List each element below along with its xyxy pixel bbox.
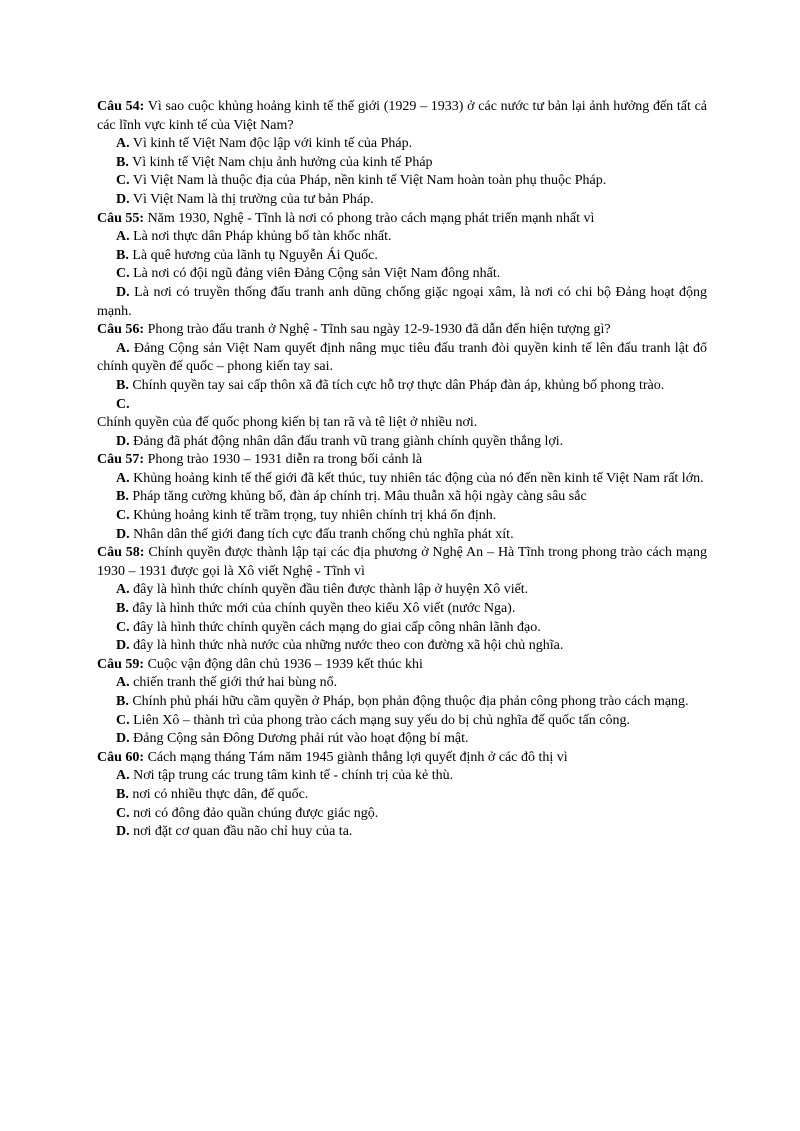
answer-option: [97, 507, 707, 526]
question-number: Câu 54:: [97, 99, 145, 114]
option-text: Chính quyền tay sai cấp thôn xã đã tích cực hỗ trợ thực dân Pháp đàn áp, khủng bố phong trào.: [132, 377, 665, 393]
question-number: Câu 58:: [97, 545, 145, 561]
option-text: nơi đặt cơ quan đầu não chỉ huy của ta.: [133, 824, 353, 840]
answer-option: [97, 581, 707, 600]
question-text: Vì sao cuộc khủng hoảng kinh tế thế giới (1929 – 1933) ở các nước tư bản lại ảnh hưởng đến tất cả các lĩnh vực kinh tế của Việt Nam?: [97, 99, 708, 133]
answer-option: [97, 470, 707, 489]
answer-option: [97, 433, 707, 452]
option-text: đây là hình thức mới của chính quyền theo kiểu Xô viết (nước Nga).: [132, 601, 516, 617]
answer-option: [97, 284, 707, 321]
question-block: [97, 749, 707, 842]
option-letter: D.: [116, 526, 130, 542]
option-letter: C.: [116, 266, 130, 282]
question-stem: [97, 749, 707, 768]
answer-option: [97, 767, 707, 786]
question-stem: [97, 321, 707, 340]
option-letter: A.: [116, 340, 130, 356]
answer-option: [97, 600, 707, 619]
option-letter: B.: [116, 601, 129, 617]
question-text: Năm 1930, Nghệ - Tĩnh là nơi có phong trào cách mạng phát triển mạnh nhất vì: [147, 210, 595, 226]
question-block: [97, 321, 707, 451]
answer-option: [97, 823, 707, 842]
option-letter: A.: [116, 582, 130, 598]
answer-option: [97, 786, 707, 805]
answer-option: [97, 526, 707, 545]
option-text: Liên Xô – thành trì của phong trào cách mạng suy yếu do bị chủ nghĩa đế quốc tấn công.: [133, 712, 630, 728]
question-stem: [97, 544, 707, 581]
option-text: nơi có đông đảo quần chúng được giác ngộ.: [133, 805, 379, 821]
option-letter: C.: [116, 173, 130, 189]
answer-option: [97, 135, 707, 154]
option-letter: C.: [116, 805, 130, 821]
option-letter: D.: [116, 824, 130, 840]
answer-option: [97, 674, 707, 693]
option-text: Vì Việt Nam là thuộc địa của Pháp, nền kinh tế Việt Nam hoàn toàn phụ thuộc Pháp.: [132, 173, 607, 189]
answer-option: [97, 172, 707, 191]
question-block: [97, 451, 707, 544]
option-text: Là nơi có đội ngũ đảng viên Đảng Cộng sản Việt Nam đông nhất.: [133, 266, 501, 282]
question-text: Chính quyền được thành lập tại các địa phương ở Nghệ An – Hà Tĩnh trong phong trào cách mạng 1930 – 1931 được gọi là Xô viết Nghệ - Tĩnh vì: [97, 545, 708, 579]
option-letter: B.: [116, 247, 129, 263]
question-number: Câu 57:: [97, 452, 145, 468]
question-number: Câu 60:: [97, 749, 145, 765]
answer-option: [97, 265, 707, 284]
option-letter: A.: [116, 768, 130, 784]
question-stem: [97, 98, 707, 135]
option-text: Pháp tăng cường khủng bố, đàn áp chính trị. Mâu thuẫn xã hội ngày càng sâu sắc: [132, 489, 587, 505]
option-letter: D.: [116, 433, 130, 449]
option-text: Nhân dân thế giới đang tích cực đấu tranh chống chủ nghĩa phát xít.: [133, 526, 514, 542]
answer-option: [97, 154, 707, 173]
question-number: Câu 59:: [97, 656, 145, 672]
option-letter: C.: [116, 619, 130, 635]
option-text: Đảng Cộng sản Đông Dương phải rút vào hoạt động bí mật.: [133, 731, 469, 747]
question-stem: [97, 656, 707, 675]
option-text: Vì kinh tế Việt Nam chịu ảnh hưởng của kinh tế Pháp: [132, 154, 433, 170]
answer-option: [97, 637, 707, 656]
option-text: nơi có nhiều thực dân, đế quốc.: [132, 786, 309, 802]
option-letter: B.: [116, 377, 129, 393]
option-text: Chính phủ phái hữu cầm quyền ở Pháp, bọn phản động thuộc địa phản công phong trào cách mạng.: [132, 694, 689, 709]
option-letter: A.: [116, 675, 130, 691]
answer-option: [97, 488, 707, 507]
option-text: đây là hình thức chính quyền đầu tiên được thành lập ở huyện Xô viết.: [133, 582, 529, 598]
exam-page: [97, 98, 707, 842]
answer-option: [97, 693, 707, 712]
answer-option: [97, 247, 707, 266]
option-letter: D.: [116, 191, 130, 207]
option-text: Nơi tập trung các trung tâm kinh tế - chính trị của kẻ thù.: [133, 768, 454, 784]
question-number: Câu 55:: [97, 210, 145, 226]
answer-option: [97, 805, 707, 824]
question-block: [97, 544, 707, 656]
answer-option: [97, 712, 707, 731]
question-block: [97, 98, 707, 210]
answer-option: [97, 228, 707, 247]
question-text: Phong trào 1930 – 1931 diễn ra trong bối cảnh là: [147, 452, 423, 468]
option-text: Là quê hương của lãnh tụ Nguyễn Ái Quốc.: [132, 247, 378, 263]
option-text: đây là hình thức nhà nước của những nước theo con đường xã hội chủ nghĩa.: [133, 638, 564, 654]
question-stem: [97, 210, 707, 229]
answer-option: [97, 414, 707, 433]
option-text: Là nơi có truyền thống đấu tranh anh dũng chống giặc ngoại xâm, là nơi có chi bộ Đảng hoạt động mạnh.: [97, 284, 707, 319]
option-letter: C.: [116, 396, 130, 412]
option-letter: D.: [116, 731, 130, 747]
question-number: Câu 56:: [97, 322, 145, 338]
option-letter: A.: [116, 470, 130, 486]
option-text: đây là hình thức chính quyền cách mạng do giai cấp công nhân lãnh đạo.: [133, 619, 541, 635]
answer-option: [97, 377, 707, 396]
option-text: Vì kinh tế Việt Nam độc lập với kinh tế của Pháp.: [132, 136, 413, 152]
question-block: [97, 656, 707, 749]
option-text: Vì Việt Nam là thị trường của tư bản Pháp.: [132, 191, 374, 207]
question-text: Phong trào đấu tranh ở Nghệ - Tĩnh sau ngày 12-9-1930 đã dẫn đến hiện tượng gì?: [147, 322, 611, 338]
option-letter: A.: [116, 136, 130, 152]
option-text: Đảng Cộng sản Việt Nam quyết định nâng mục tiêu đấu tranh đòi quyền kinh tế lên đấu tranh lật đổ chính quyền đế quốc – phong kiến tay sai.: [97, 340, 707, 375]
question-text: Cuộc vận động dân chủ 1936 – 1939 kết thúc khi: [147, 656, 423, 672]
option-letter: C.: [116, 712, 130, 728]
answer-option: [97, 396, 707, 415]
question-stem: [97, 451, 707, 470]
question-text: Cách mạng tháng Tám năm 1945 giành thắng lợi quyết định ở các đô thị vì: [147, 749, 568, 765]
answer-option: [97, 191, 707, 210]
option-letter: C.: [116, 508, 130, 524]
answer-option: [97, 340, 707, 377]
option-letter: D.: [116, 638, 130, 654]
option-text: Khủng hoảng kinh tế thế giới đã kết thúc, tuy nhiên tác động của nó đến nền kinh tế Việt Nam rất lớn.: [133, 470, 704, 486]
option-text: Khủng hoảng kinh tế trầm trọng, tuy nhiên chính trị khá ổn định.: [133, 508, 497, 524]
option-text: Đảng đã phát động nhân dân đấu tranh vũ trang giành chính quyền thắng lợi.: [133, 433, 564, 449]
option-letter: D.: [116, 284, 130, 300]
option-letter: B.: [116, 786, 129, 802]
option-text: Chính quyền của đế quốc phong kiến bị tan rã và tê liệt ở nhiều nơi.: [97, 415, 478, 431]
option-letter: B.: [116, 694, 129, 709]
option-letter: B.: [116, 154, 129, 170]
option-letter: A.: [116, 229, 130, 245]
option-text: Là nơi thực dân Pháp khủng bố tàn khốc nhất.: [133, 229, 392, 245]
option-text: chiến tranh thế giới thứ hai bùng nổ.: [133, 675, 338, 691]
question-block: [97, 210, 707, 322]
answer-option: [97, 730, 707, 749]
answer-option: [97, 619, 707, 638]
option-letter: B.: [116, 489, 129, 505]
